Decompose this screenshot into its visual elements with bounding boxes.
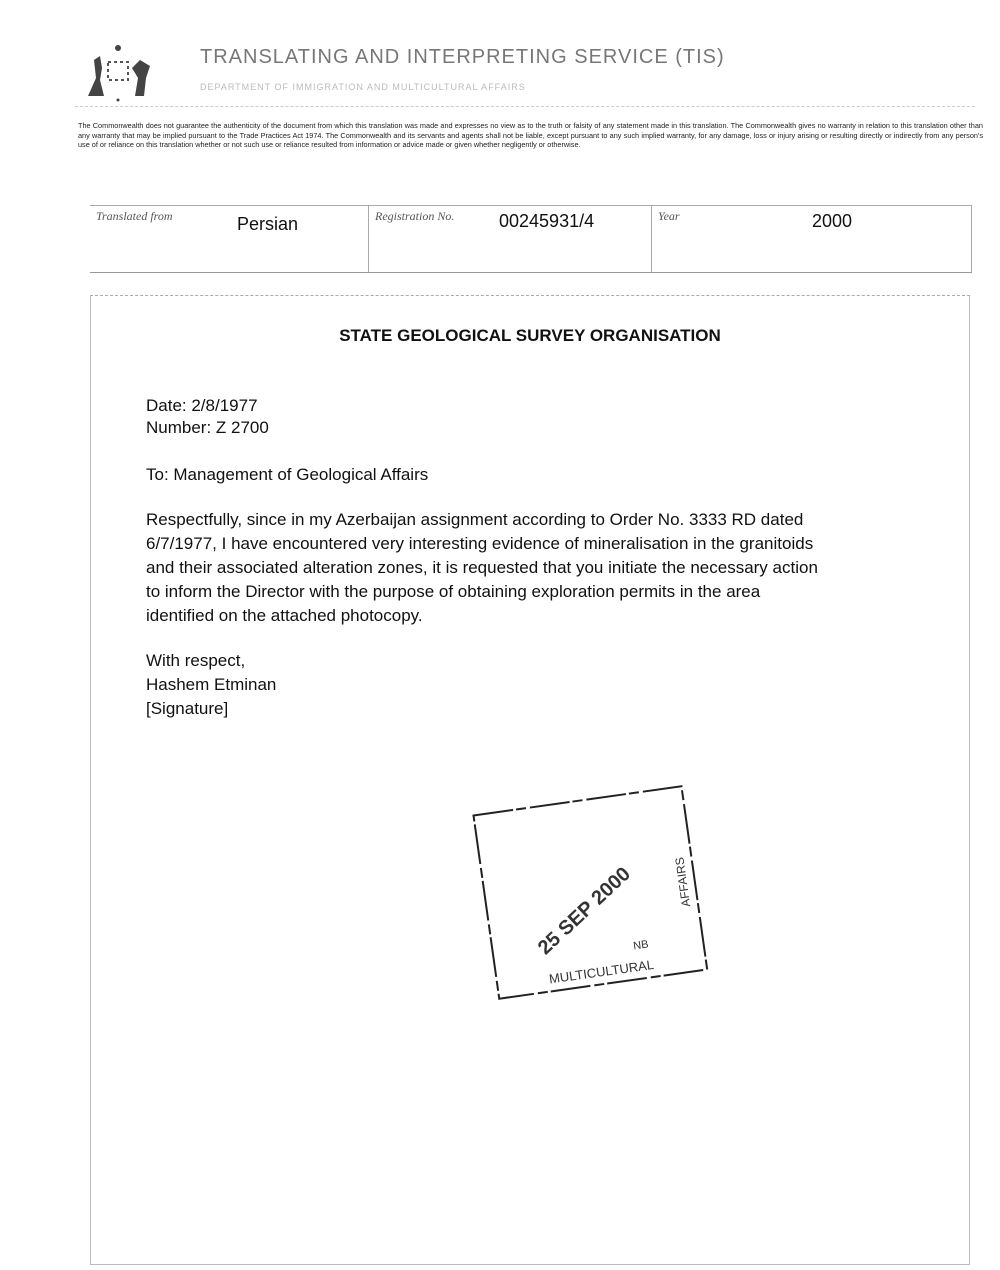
translated-from-cell — [90, 206, 368, 272]
department-subtitle: DEPARTMENT OF IMMIGRATION AND MULTICULTURAL AFFAIRS — [200, 82, 526, 92]
organisation-heading: STATE GEOLOGICAL SURVEY ORGANISATION — [339, 326, 721, 345]
registration-label: Registration No. — [375, 209, 455, 223]
translated-from-value: Persian — [237, 214, 299, 234]
letter-number: Number: Z 2700 — [146, 418, 269, 437]
service-title: TRANSLATING AND INTERPRETING SERVICE (TIS) — [200, 46, 725, 68]
signature-placeholder: [Signature] — [146, 699, 229, 718]
sender-name: Hashem Etminan — [146, 675, 277, 694]
registration-value: 00245931/4 — [499, 211, 595, 231]
year-label: Year — [658, 209, 680, 223]
letter-recipient: To: Management of Geological Affairs — [146, 465, 429, 484]
letter-body — [146, 508, 966, 628]
coat-of-arms-logo — [80, 38, 165, 103]
letter-closing — [146, 649, 966, 721]
received-stamp — [465, 775, 715, 1005]
translation-info-box — [90, 205, 972, 273]
translated-from-label: Translated from — [96, 209, 173, 223]
letter-date: Date: 2/8/1977 — [146, 396, 258, 415]
body-line: to inform the Director with the purpose of obtaining exploration permits in the area — [146, 582, 761, 601]
body-line: 6/7/1977, I have encountered very interesting evidence of mineralisation in the granitoids — [146, 534, 814, 553]
stamp-bottom-text: MULTICULTURAL — [548, 956, 655, 987]
year-cell — [651, 206, 972, 272]
divider — [75, 106, 975, 107]
year-value: 2000 — [812, 211, 853, 231]
body-line: Respectfully, since in my Azerbaijan assignment according to Order No. 3333 RD dated — [146, 510, 804, 529]
stamp-date: 25 SEP 2000 — [533, 862, 635, 960]
body-line: and their associated alteration zones, it is requested that you initiate the necessary action — [146, 558, 818, 577]
stamp-side-text: AFFAIRS — [672, 856, 694, 908]
registration-cell — [368, 206, 651, 272]
body-line: identified on the attached photocopy. — [146, 606, 423, 625]
stamp-code: NB — [632, 938, 650, 953]
disclaimer-text: The Commonwealth does not guarantee the authenticity of the document from which this translation was made and expresses no view as to the truth or falsity of any statement made in this translation. The Commonwealth gives no warranty in relation to this translation other than any warranty that may be implied pursuant to the Trade Practices Act 1974. The Commonwealth and its servants and agents shall not be liable, except pursuant to any such implied warranty, for any damage, loss or injury arising or resulting directly or indirectly from any person's use of or reliance on this translation whether or not such use or reliance resulted from information or advice made or given whether negligently or otherwise. — [78, 121, 983, 150]
closing: With respect, — [146, 651, 246, 670]
